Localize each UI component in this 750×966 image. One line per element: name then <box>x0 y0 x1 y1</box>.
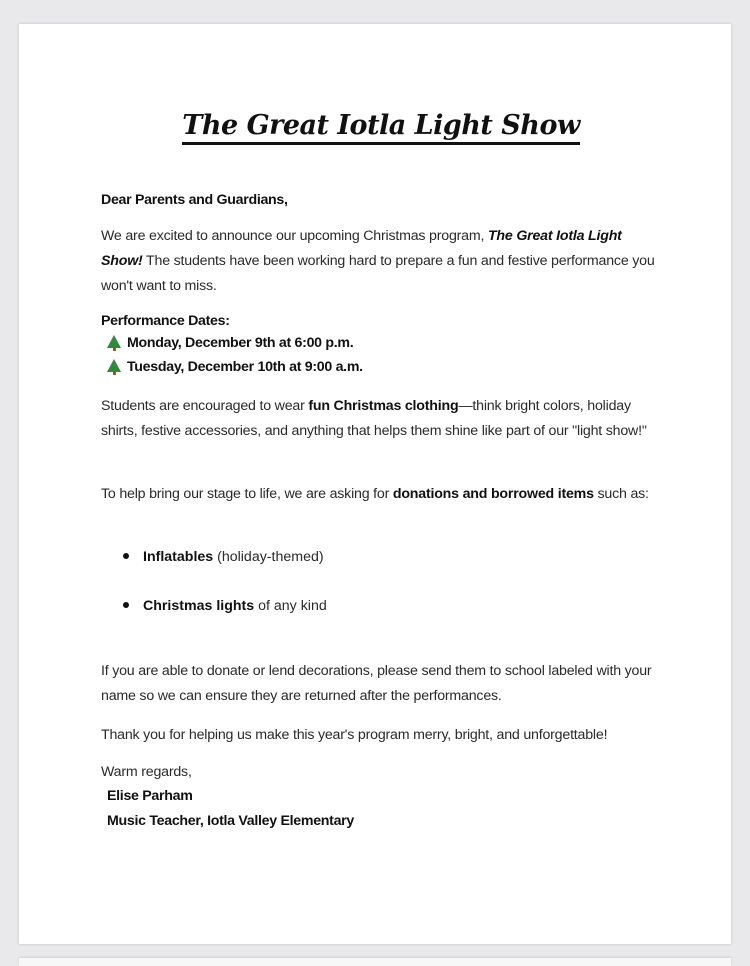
donations-highlight: donations and borrowed items <box>392 486 594 502</box>
bullet-icon <box>123 602 129 608</box>
signer-title: Music Teacher, Iotla Valley Elementary <box>107 813 354 829</box>
letter-page <box>19 24 731 944</box>
bullet-icon <box>123 553 129 559</box>
closing: Warm regards, <box>101 764 192 780</box>
program-name: The Great Iotla Light Show! <box>101 228 622 269</box>
list-item-inflatables: Inflatables (holiday-themed) <box>123 549 324 565</box>
next-page-edge <box>19 958 731 966</box>
date-line-monday: Monday, December 9th at 6:00 p.m. <box>107 335 353 351</box>
thanks-paragraph: Thank you for helping us make this year's program merry, bright, and unforgettable! <box>101 727 608 743</box>
dates-heading: Performance Dates: <box>101 313 230 329</box>
list-item-lights: Christmas lights of any kind <box>123 598 327 614</box>
intro-paragraph: We are excited to announce our upcoming Christmas program, The Great Iotla Light Show! The students have been working hard to prepare a fun and festive performance you won't want to miss. <box>101 228 655 294</box>
letter-title: The Great Iotla Light Show <box>101 110 661 141</box>
return-paragraph: If you are able to donate or lend decorations, please send them to school labeled with your name so we can ensure they are returned after the performances. <box>101 663 652 704</box>
christmas-tree-icon <box>107 335 121 348</box>
greeting: Dear Parents and Guardians, <box>101 192 288 208</box>
signer-name: Elise Parham <box>107 788 193 804</box>
date-line-tuesday: Tuesday, December 10th at 9:00 a.m. <box>107 359 363 375</box>
christmas-tree-icon <box>107 359 121 372</box>
clothing-highlight: fun Christmas clothing <box>308 398 459 414</box>
clothing-paragraph: Students are encouraged to wear fun Christmas clothing—think bright colors, holiday shirts, festive accessories, and anything that helps them shine like part of our "light show!" <box>101 398 647 439</box>
donations-paragraph: To help bring our stage to life, we are asking for donations and borrowed items such as: <box>101 486 649 502</box>
